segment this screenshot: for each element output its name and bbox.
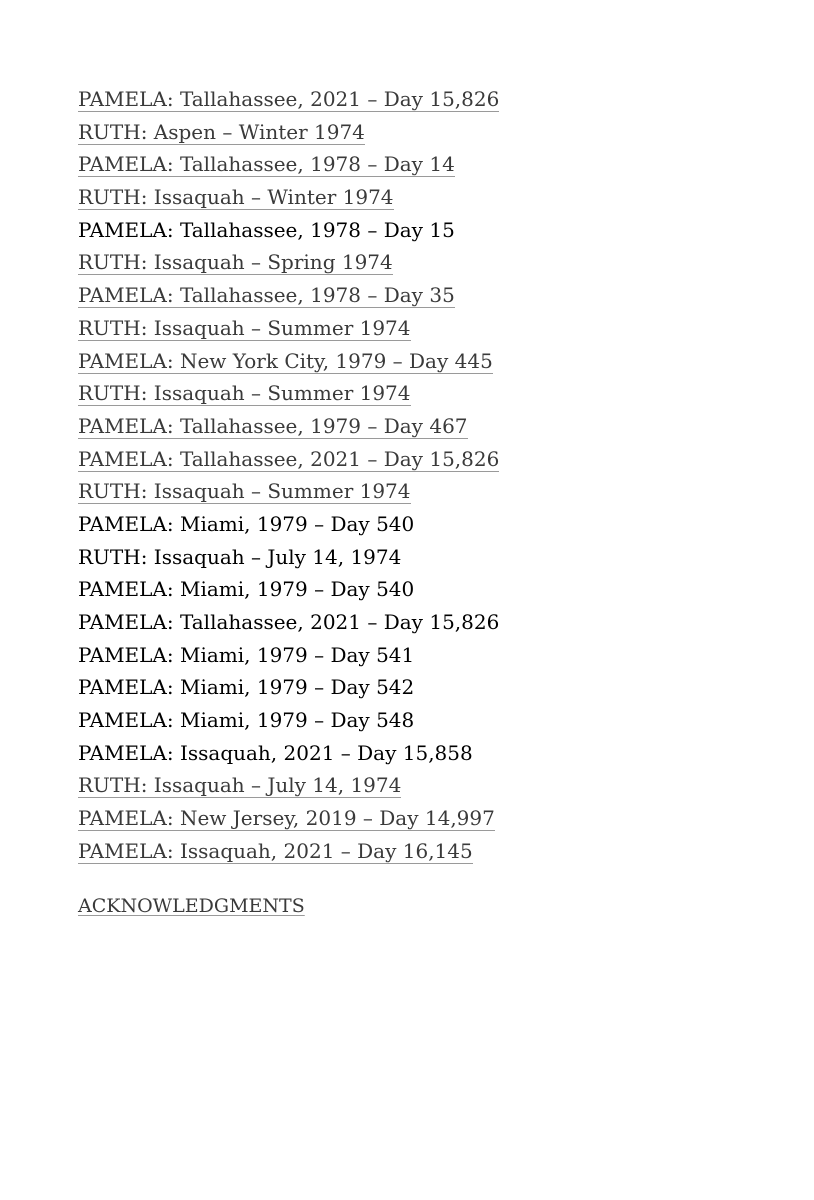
toc-item (78, 803, 499, 836)
toc-item (78, 705, 499, 738)
toc-item (78, 182, 499, 215)
toc-item (78, 411, 499, 444)
toc-link[interactable]: RUTH: Issaquah – July 14, 1974 (78, 773, 402, 798)
toc-link[interactable]: RUTH: Issaquah – Summer 1974 (78, 315, 411, 340)
toc-link[interactable]: PAMELA: Tallahassee, 2021 – Day 15,826 (78, 446, 500, 471)
toc-entry-text: RUTH: Issaquah – July 14, 1974 (78, 544, 402, 569)
toc-item (78, 346, 499, 379)
toc-item (78, 378, 499, 411)
toc-entry-text: PAMELA: Miami, 1979 – Day 540 (78, 577, 415, 602)
toc-item (78, 607, 499, 640)
toc-item (78, 770, 499, 803)
toc-item (78, 672, 499, 705)
toc-link[interactable]: PAMELA: Tallahassee, 1978 – Day 14 (78, 152, 455, 177)
toc-item (78, 640, 499, 673)
table-of-contents (78, 84, 499, 869)
toc-entry-text: PAMELA: Miami, 1979 – Day 541 (78, 642, 415, 667)
toc-entry-text: PAMELA: Miami, 1979 – Day 548 (78, 708, 415, 733)
toc-link[interactable]: PAMELA: Tallahassee, 2021 – Day 15,826 (78, 87, 500, 111)
toc-link[interactable]: RUTH: Issaquah – Winter 1974 (78, 185, 394, 210)
toc-entry-text: PAMELA: Issaquah, 2021 – Day 15,858 (78, 740, 473, 765)
toc-link[interactable]: RUTH: Issaquah – Spring 1974 (78, 250, 393, 275)
toc-item (78, 84, 499, 117)
toc-item (78, 149, 499, 182)
toc-entry-text: PAMELA: Miami, 1979 – Day 540 (78, 511, 415, 536)
toc-item (78, 509, 499, 542)
toc-link[interactable]: PAMELA: Tallahassee, 1978 – Day 35 (78, 283, 455, 308)
toc-item (78, 117, 499, 150)
toc-item (78, 542, 499, 575)
toc-link[interactable]: PAMELA: Tallahassee, 1979 – Day 467 (78, 413, 468, 438)
toc-entry-text: PAMELA: Tallahassee, 2021 – Day 15,826 (78, 610, 500, 634)
toc-item (78, 476, 499, 509)
toc-link[interactable]: PAMELA: Issaquah, 2021 – Day 16,145 (78, 838, 473, 863)
toc-item (78, 280, 499, 313)
toc-link[interactable]: RUTH: Issaquah – Summer 1974 (78, 381, 411, 406)
toc-link[interactable]: PAMELA: New York City, 1979 – Day 445 (78, 348, 493, 373)
toc-link[interactable]: RUTH: Issaquah – Summer 1974 (78, 479, 411, 504)
toc-item (78, 738, 499, 771)
toc-item (78, 313, 499, 346)
toc-link[interactable]: PAMELA: New Jersey, 2019 – Day 14,997 (78, 806, 495, 831)
acknowledgments-link[interactable]: ACKNOWLEDGMENTS (78, 895, 305, 917)
toc-link[interactable]: RUTH: Aspen – Winter 1974 (78, 119, 365, 144)
toc-item (78, 836, 499, 869)
toc-item (78, 444, 499, 477)
toc-item (78, 574, 499, 607)
toc-item (78, 247, 499, 280)
toc-entry-text: PAMELA: Tallahassee, 1978 – Day 15 (78, 217, 455, 242)
toc-entry-text: PAMELA: Miami, 1979 – Day 542 (78, 675, 415, 700)
toc-item (78, 215, 499, 248)
